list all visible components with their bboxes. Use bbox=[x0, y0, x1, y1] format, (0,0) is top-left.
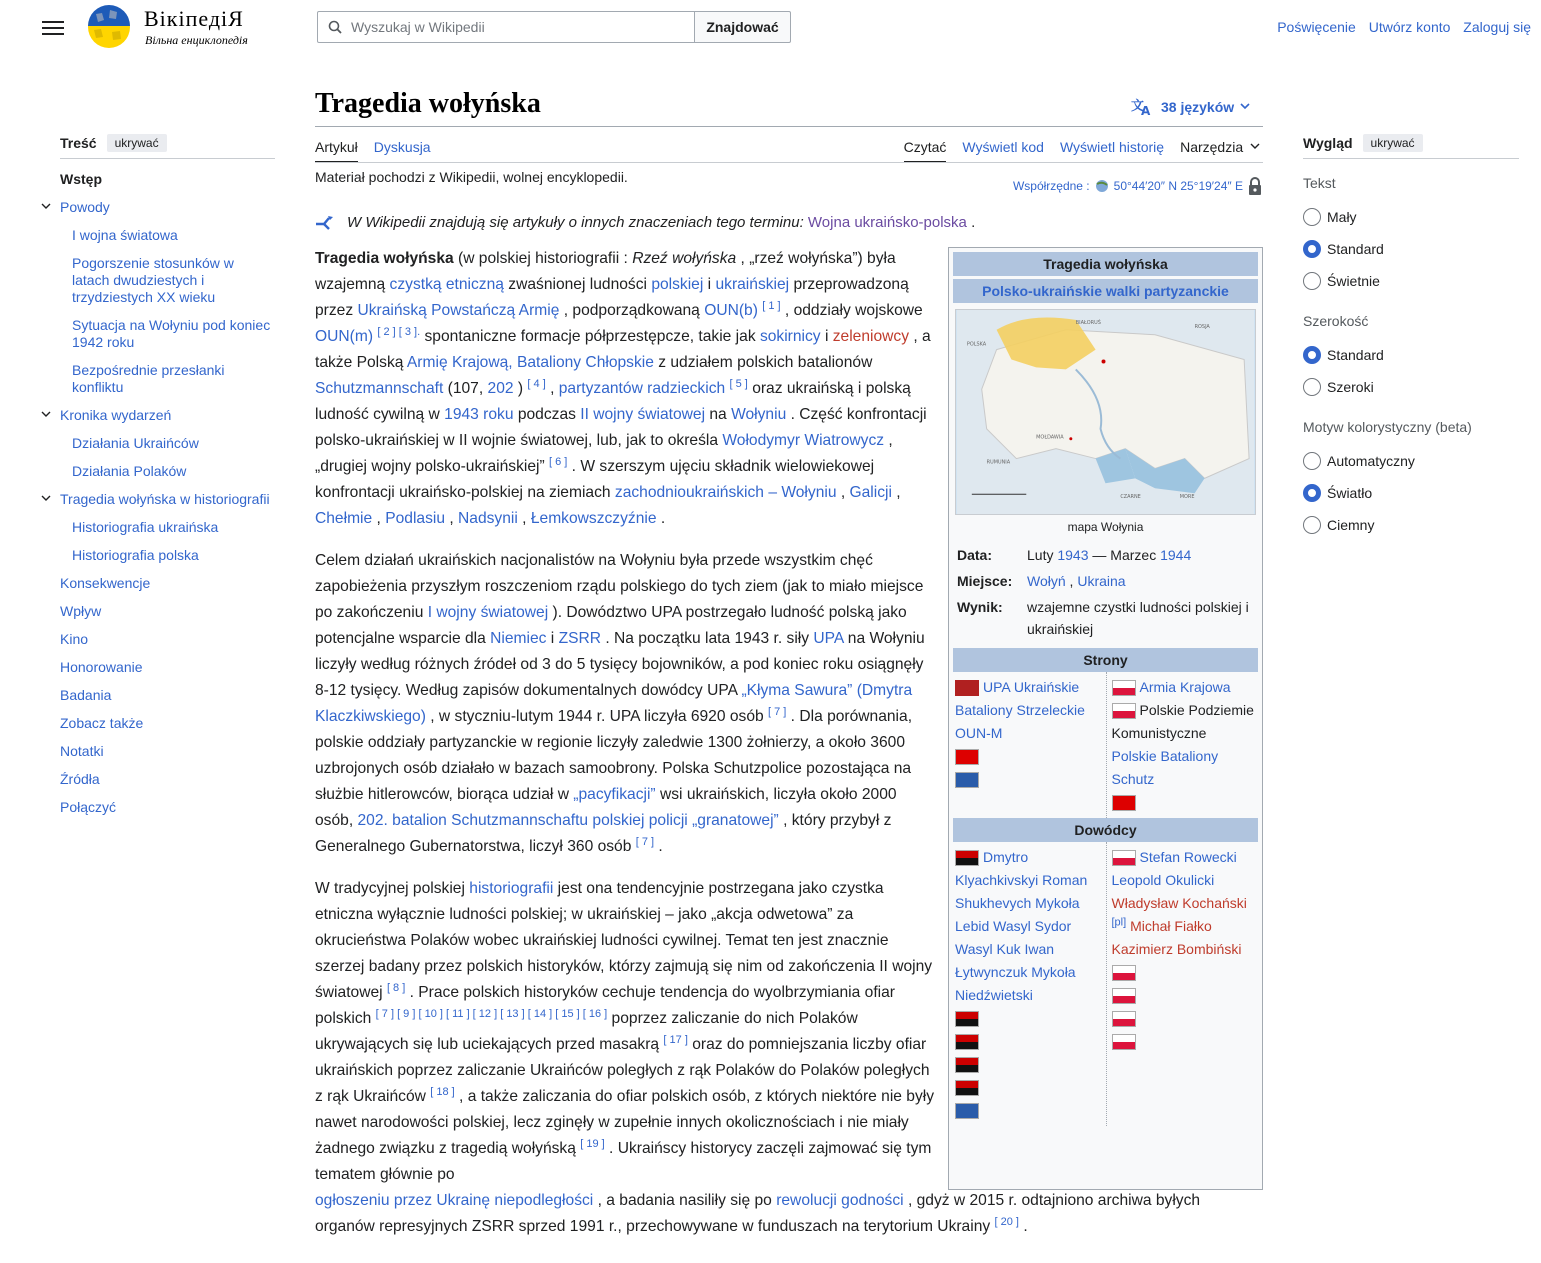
menu-bar bbox=[42, 27, 64, 29]
sides-header: Strony bbox=[953, 648, 1258, 672]
radio-button-icon[interactable] bbox=[1303, 208, 1321, 226]
radio-button-icon[interactable] bbox=[1303, 346, 1321, 364]
text: , bbox=[445, 510, 459, 527]
link[interactable]: Niemiec bbox=[490, 630, 547, 647]
appearance-option[interactable] bbox=[1303, 339, 1519, 371]
disambiguation-icon bbox=[315, 215, 337, 231]
appearance-option[interactable] bbox=[1303, 233, 1519, 265]
map-label: BIAŁORUŚ bbox=[1075, 319, 1101, 326]
language-count: 38 języków bbox=[1161, 99, 1235, 115]
citation[interactable]: [ 6 ] bbox=[549, 455, 568, 468]
place-value: Wołyń , Ukraina bbox=[1027, 573, 1126, 589]
toc-item-label: Konsekwencje bbox=[60, 575, 151, 591]
toc-item[interactable] bbox=[60, 687, 275, 704]
text: . Na początku lata 1943 r. siły bbox=[601, 630, 814, 647]
upa-flag-icon bbox=[955, 850, 979, 866]
link[interactable]: ukraińskiej bbox=[715, 276, 790, 293]
text: Luty bbox=[1027, 547, 1054, 563]
toc-item[interactable] bbox=[60, 317, 275, 351]
commanders-section bbox=[953, 842, 1258, 1126]
polish-underground-flag-icon bbox=[1112, 965, 1136, 981]
text: , bbox=[545, 380, 559, 397]
toc-item-label: Historiografia polska bbox=[72, 547, 199, 563]
appearance-option[interactable] bbox=[1303, 445, 1519, 477]
text: , bbox=[891, 484, 901, 501]
toc-item[interactable] bbox=[60, 199, 275, 216]
text: . Dla porównania, polskie oddziały partyzanckie w regionie liczyły zaledwie 1300 żołnierzy, a około 3600 uzbrojonych osób działało w bazach samoobrony. Polska Schutzpolice pozostająca na służbie hitlerowców, biorąca udział w bbox=[315, 708, 913, 803]
toc-item[interactable] bbox=[60, 463, 275, 480]
text: Celem działań ukraińskich nacjonalistów na Wołyniu była przede wszystkim chęć zapobieżenia przyszłym roszczeniom rządu polskiego do tych ziem (jak to miało miejsce po zakończeniu bbox=[315, 552, 924, 621]
infobox bbox=[948, 247, 1263, 1190]
place-row bbox=[953, 570, 1258, 592]
menu-bar bbox=[42, 33, 64, 35]
ukraine-flag-icon bbox=[955, 1103, 979, 1119]
poland-flag-icon bbox=[1112, 680, 1136, 696]
link[interactable]: Schutzmannschaft bbox=[315, 380, 444, 397]
citation[interactable]: [ 1 ] bbox=[762, 299, 781, 312]
side-right bbox=[1106, 672, 1259, 818]
polish-underground-flag-icon bbox=[1112, 1034, 1136, 1050]
toc-item[interactable] bbox=[60, 362, 275, 396]
upa-flag-icon bbox=[955, 1034, 979, 1050]
toc-hide-button[interactable]: ukrywać bbox=[107, 134, 167, 152]
ukraine-flag-icon bbox=[955, 772, 979, 788]
column-divider bbox=[1106, 842, 1107, 1126]
coordinates-label[interactable]: Współrzędne : bbox=[1012, 179, 1090, 193]
commanders-right bbox=[1106, 842, 1259, 1126]
toc-item-label: Wstęp bbox=[60, 171, 102, 187]
link[interactable]: Łemkowszczyźnie bbox=[530, 510, 657, 527]
link[interactable]: czystką etniczną bbox=[389, 276, 504, 293]
main-menu-button[interactable] bbox=[42, 18, 64, 36]
logo-tagline: Вільна енциклопедія bbox=[145, 33, 248, 47]
link[interactable]: Wołyniu bbox=[731, 406, 787, 423]
link[interactable]: polskiej bbox=[651, 276, 704, 293]
commanders-header: Dowódcy bbox=[953, 818, 1258, 842]
toc-item-label: Źródła bbox=[60, 771, 100, 787]
link[interactable]: 1943 roku bbox=[444, 406, 514, 423]
link[interactable]: historiografii bbox=[469, 880, 554, 897]
link[interactable]: ogłoszeniu przez Ukrainę niepodległości bbox=[315, 1192, 594, 1209]
toc-item-label: Działania Ukraińców bbox=[72, 435, 199, 451]
donate-link[interactable]: Poświęcenie bbox=[1277, 19, 1356, 35]
commander-redlink[interactable]: Władysław Kochański bbox=[1111, 895, 1247, 911]
infobox-map[interactable] bbox=[955, 309, 1256, 515]
toc-item-label: I wojna światowa bbox=[72, 227, 178, 243]
appearance-groups bbox=[1303, 175, 1519, 541]
poland-flag-icon bbox=[1112, 703, 1136, 719]
wikipedia-globe-logo[interactable] bbox=[84, 4, 134, 50]
text: przeprowadzoną przez bbox=[315, 276, 909, 319]
toc-item-label: Powody bbox=[60, 199, 110, 215]
infobox-subtitle[interactable]: Polsko-ukraińskie walki partyzanckie bbox=[953, 279, 1258, 303]
appearance-option-label: Standard bbox=[1327, 347, 1384, 363]
interwiki-link[interactable]: [pl] bbox=[1111, 916, 1127, 929]
text: . bbox=[656, 510, 666, 527]
toc-item[interactable] bbox=[60, 575, 275, 592]
hatnote: W Wikipedii znajdują się artykuły o innych znaczeniach tego terminu: Wojna ukraińsko-polska . bbox=[315, 214, 975, 231]
link[interactable]: 202. batalion Schutzmannschaftu polskiej policji „granatowej” bbox=[357, 812, 779, 829]
link[interactable]: „pacyfikacji” bbox=[573, 786, 656, 803]
radio-button-icon[interactable] bbox=[1303, 516, 1321, 534]
search-icon bbox=[328, 20, 342, 34]
tab-tools[interactable] bbox=[1180, 139, 1263, 163]
text: . bbox=[654, 838, 663, 855]
appearance-group-label: Tekst bbox=[1303, 175, 1336, 191]
text: , podporządkowaną bbox=[559, 302, 705, 319]
bold-term: Tragedia wołyńska bbox=[315, 250, 454, 267]
side-link[interactable]: Armia Krajowa bbox=[1139, 679, 1231, 695]
text: i bbox=[546, 630, 559, 647]
user-links bbox=[1268, 19, 1531, 35]
text: . bbox=[1018, 1218, 1028, 1235]
text: wsi ukraińskich, liczyła około 2000 osób, bbox=[315, 786, 897, 829]
chevron-down-icon bbox=[1247, 142, 1263, 152]
toc-item-label: Kino bbox=[60, 631, 89, 647]
toc-item-label: Tragedia wołyńska w historiografii bbox=[60, 491, 270, 507]
toc-item[interactable] bbox=[60, 771, 275, 788]
appearance-option[interactable] bbox=[1303, 477, 1519, 509]
paragraph-3 bbox=[315, 876, 935, 1188]
side-link[interactable]: OUN-M bbox=[955, 725, 1003, 741]
italic-term: Rzeź wołyńska bbox=[632, 250, 737, 267]
map-label: MORE bbox=[1179, 494, 1195, 501]
text: , bbox=[372, 510, 386, 527]
svg-text:A: A bbox=[1141, 104, 1151, 116]
citation[interactable]: [ 4 ] bbox=[527, 377, 546, 390]
toc-item-label: Połączyć bbox=[60, 799, 117, 815]
toc-item[interactable] bbox=[60, 715, 275, 732]
polish-underground-flag-icon bbox=[1112, 850, 1136, 866]
appearance-header bbox=[1303, 134, 1519, 159]
text: poprzez zaliczanie do nich Polaków ukrywających się lub uciekających przed masakrą bbox=[315, 1010, 858, 1053]
sides-section bbox=[953, 672, 1258, 818]
map-label: CZARNE bbox=[1120, 494, 1141, 501]
link[interactable]: sokirnicy bbox=[759, 328, 821, 345]
commander-redlink[interactable]: Michał Fiałko bbox=[1130, 918, 1212, 934]
text: zwaśnionej ludności bbox=[503, 276, 652, 293]
svg-text:文: 文 bbox=[1131, 99, 1145, 114]
link[interactable]: zachodnioukraińskich – Wołyniu bbox=[614, 484, 837, 501]
chevron-down-icon[interactable] bbox=[40, 408, 52, 420]
toc-item-label: Wpływ bbox=[60, 603, 102, 619]
upa-flag-icon bbox=[955, 1080, 979, 1096]
citation[interactable]: [ 18 ] bbox=[430, 1085, 455, 1098]
commander-redlink[interactable]: Kazimierz Bombiński bbox=[1111, 941, 1242, 957]
page-title: Tragedia wołyńska bbox=[315, 88, 541, 119]
text: , który przybył z Generalnego Gubernatorstwa, liczył 360 osób bbox=[315, 812, 892, 855]
toc-header bbox=[60, 134, 275, 159]
link[interactable]: Armię Krajową, Bataliony Chłopskie bbox=[406, 354, 654, 371]
toc-item[interactable] bbox=[60, 491, 275, 508]
upa-flag-icon bbox=[955, 1057, 979, 1073]
link[interactable]: rewolucji godności bbox=[776, 1192, 904, 1209]
link[interactable]: Wołodymyr Wiatrowycz bbox=[722, 432, 885, 449]
link[interactable]: „Kłyma Sawura” (Dmytra Klaczkiwskiego) bbox=[315, 682, 913, 725]
link[interactable]: Podlasiu bbox=[385, 510, 446, 527]
citation[interactable]: [ 19 ] bbox=[580, 1137, 605, 1150]
tools-label: Narzędzia bbox=[1180, 139, 1244, 155]
commander-link[interactable]: Leopold Okulicki bbox=[1111, 872, 1215, 888]
link[interactable]: partyzantów radzieckich bbox=[558, 380, 726, 397]
paragraph-3-continued bbox=[315, 1188, 1263, 1240]
toc-item[interactable] bbox=[60, 519, 275, 536]
appearance-option[interactable] bbox=[1303, 265, 1519, 297]
text: — Marzec bbox=[1092, 547, 1157, 563]
polish-underground-flag-icon bbox=[1112, 1011, 1136, 1027]
appearance-option-label: Ciemny bbox=[1327, 517, 1375, 533]
toc-item-label: Działania Polaków bbox=[72, 463, 187, 479]
date-label: Data: bbox=[957, 547, 993, 563]
toc-item[interactable] bbox=[60, 659, 275, 676]
year-link[interactable]: 1943 bbox=[1057, 547, 1089, 563]
side-link[interactable]: Polskie Bataliony Schutz bbox=[1111, 748, 1219, 787]
link[interactable]: OUN(b) bbox=[704, 302, 758, 319]
side-left bbox=[953, 672, 1106, 818]
date-row bbox=[953, 544, 1258, 566]
link[interactable]: 202 bbox=[487, 380, 514, 397]
menu-bar bbox=[42, 21, 64, 23]
column-divider bbox=[1106, 672, 1107, 818]
toc-item[interactable] bbox=[60, 227, 275, 244]
toc-item-label: Notatki bbox=[60, 743, 104, 759]
coordinates-value[interactable]: 50°44′20″ N 25°19′24″ E bbox=[1113, 179, 1243, 193]
toc-item-label: Kronika wydarzeń bbox=[60, 407, 172, 423]
citation[interactable]: [ 5 ] bbox=[729, 377, 748, 390]
text: . W szerszym ujęciu składnik wielowiekowej konfrontacji ukraińsko-polskiej na ziemiach bbox=[315, 458, 875, 501]
map-label: POLSKA bbox=[966, 341, 987, 348]
appearance-title: Wygląd bbox=[1303, 135, 1353, 151]
result-value: wzajemne czystki ludności polskiej i ukraińskiej bbox=[1027, 599, 1249, 637]
toc-item-label: Zobacz także bbox=[60, 715, 144, 731]
result-row bbox=[953, 596, 1258, 640]
text: , w styczniu-lutym 1944 r. UPA liczyła 6920 osób bbox=[425, 708, 768, 725]
toc-item[interactable] bbox=[60, 435, 275, 452]
commander-link[interactable]: Łytwynczuk Mykoła bbox=[955, 964, 1076, 980]
toc-item[interactable] bbox=[60, 171, 275, 188]
date-value bbox=[1027, 544, 1258, 566]
text: podczas bbox=[513, 406, 581, 423]
article-body bbox=[315, 246, 935, 1204]
radio-button-icon[interactable] bbox=[1303, 484, 1321, 502]
coordinates bbox=[1013, 176, 1263, 196]
map-label: ROSJA bbox=[1194, 323, 1210, 330]
toc-item-label: Pogorszenie stosunków w latach dwudziestych i trzydziestych XX wieku bbox=[72, 255, 234, 305]
create-account-link[interactable]: Utwórz konto bbox=[1368, 19, 1451, 35]
lock-icon bbox=[1247, 176, 1263, 196]
place-link[interactable]: Ukraina bbox=[1077, 573, 1126, 589]
text: na bbox=[705, 406, 732, 423]
commander-link[interactable]: Wasyl Kuk Iwan bbox=[955, 941, 1055, 957]
commander-link[interactable]: Niedźwietski bbox=[955, 987, 1033, 1003]
logo-wordmark[interactable]: ВікіпедіЯ bbox=[144, 6, 244, 31]
commanders-left bbox=[953, 842, 1106, 1126]
text: W tradycyjnej polskiej bbox=[315, 880, 470, 897]
appearance-option[interactable] bbox=[1303, 371, 1519, 403]
toc-item-label: Sytuacja na Wołyniu pod koniec 1942 roku bbox=[72, 317, 271, 350]
map-label: MOŁDAWIA bbox=[1036, 434, 1064, 441]
radio-button-icon[interactable] bbox=[1303, 452, 1321, 470]
hatnote-text: W Wikipedii znajdują się artykuły o innych znaczeniach tego terminu: bbox=[347, 214, 804, 231]
appearance-option-label: Szeroki bbox=[1327, 379, 1374, 395]
link[interactable]: II wojny światowej bbox=[580, 406, 706, 423]
toc-item[interactable] bbox=[60, 743, 275, 760]
link[interactable]: Chełmie bbox=[315, 510, 373, 527]
radio-button-icon[interactable] bbox=[1303, 240, 1321, 258]
appearance-option-label: Standard bbox=[1327, 241, 1384, 257]
text: . Ukraińscy historycy zaczęli zajmować się tym tematem głównie po bbox=[315, 1140, 932, 1183]
toc-item[interactable] bbox=[60, 799, 275, 816]
citation[interactable]: [ 2 ] [ 3 ]. bbox=[377, 325, 421, 338]
chevron-down-icon[interactable] bbox=[40, 200, 52, 212]
tab-read[interactable]: Czytać bbox=[904, 139, 947, 163]
side-link[interactable]: UPA Ukraińskie bbox=[983, 679, 1080, 695]
tab-talk[interactable]: Dyskusja bbox=[373, 139, 431, 155]
toc-item-label: Badania bbox=[60, 687, 112, 703]
commander-link[interactable]: Shukhevych Mykoła bbox=[955, 895, 1080, 911]
infobox-title: Tragedia wołyńska bbox=[953, 252, 1258, 276]
text: , a badania nasiliły się po bbox=[593, 1192, 777, 1209]
appearance-option-label: Automatyczny bbox=[1327, 453, 1415, 469]
map-label: RUMUNIA bbox=[986, 459, 1011, 466]
citation[interactable]: [ 20 ] bbox=[994, 1215, 1019, 1228]
text: , gdyż w 2015 r. odtajniono archiwa byłych organów represyjnych ZSRR sprzed 1991 r., przechowywane w funduszach na terytorium Ukrainy bbox=[315, 1192, 1201, 1235]
search-button[interactable]: Znajdować bbox=[694, 11, 791, 43]
toc-item-label: Historiografia ukraińska bbox=[72, 519, 219, 535]
upa-flag-icon bbox=[955, 1011, 979, 1027]
place-label: Miejsce: bbox=[957, 573, 1013, 589]
text: , bbox=[517, 510, 531, 527]
appearance-option[interactable] bbox=[1303, 509, 1519, 541]
polish-underground-flag-icon bbox=[1112, 988, 1136, 1004]
text: (w polskiej historiografii : bbox=[453, 250, 633, 267]
swastika-flag-icon bbox=[955, 749, 979, 765]
text: (107, bbox=[443, 380, 488, 397]
link[interactable]: Ukraińską Powstańczą Armię bbox=[357, 302, 560, 319]
text: , a także zaliczania do ofiar polskich osób, z których niektóre nie były nawet narodowości polskiej, lecz zginęły w zupełnie innych okolicznościach i nie miały żadnego związku z tragedią wołyńską bbox=[315, 1088, 935, 1157]
paragraph-1 bbox=[315, 246, 935, 532]
commander-link[interactable]: Stefan Rowecki bbox=[1139, 849, 1237, 865]
text: ). Dowództwo UPA postrzegało ludność polską jako potencjalne wsparcie dla bbox=[315, 604, 907, 647]
appearance-option-label: Mały bbox=[1327, 209, 1357, 225]
appearance-panel bbox=[1303, 134, 1519, 541]
tabs-divider bbox=[315, 162, 1263, 163]
globe-icon[interactable] bbox=[1093, 178, 1111, 194]
chevron-down-icon bbox=[1234, 101, 1252, 113]
text: na Wołyniu liczyły według różnych źródeł od 3 do 5 tysięcy bojowników, a pod koniec roku osiągnęły 8-12 tysięcy. Według zapisów dokumentalnych dowódcy UPA bbox=[315, 630, 925, 699]
appearance-group-label: Motyw kolorystyczny (beta) bbox=[1303, 419, 1472, 435]
hatnote-link[interactable]: Wojna ukraińsko-polska bbox=[807, 214, 967, 231]
login-link[interactable]: Zaloguj się bbox=[1463, 19, 1531, 35]
commander-link[interactable]: Lebid Wasyl Sydor bbox=[955, 918, 1072, 934]
link[interactable]: ZSRR bbox=[558, 630, 602, 647]
link[interactable]: Nadsynii bbox=[458, 510, 518, 527]
namespace-tabs bbox=[315, 139, 447, 163]
year-link[interactable]: 1944 bbox=[1160, 547, 1192, 563]
tab-view-source[interactable]: Wyświetl kod bbox=[962, 139, 1044, 155]
text: . Część konfrontacji polsko-ukraińskiej w II wojnie światowej, lub, jak to określa bbox=[315, 406, 927, 449]
text: ) bbox=[513, 380, 528, 397]
appearance-hide-button[interactable]: ukrywać bbox=[1363, 134, 1423, 152]
redlink[interactable]: zeleniowcy bbox=[832, 328, 910, 345]
citation[interactable]: [ 7 ] bbox=[635, 835, 655, 848]
text: , oddziały wojskowe bbox=[780, 302, 923, 319]
text: i bbox=[703, 276, 716, 293]
text: z udziałem polskich batalionów bbox=[653, 354, 873, 371]
text: . Prace polskich historyków cechuje tendencja do wyolbrzymiania ofiar polskich bbox=[315, 984, 895, 1027]
text: , „drugiej wojny polsko-ukraińskiej” bbox=[315, 432, 893, 475]
citation[interactable]: [ 17 ] bbox=[663, 1033, 688, 1046]
radio-button-icon[interactable] bbox=[1303, 378, 1321, 396]
text: jest ona tendencyjnie postrzegana jako czystka etniczna wyłącznie ludności polskiej; w ukraińskiej – jako „akcja odwetowa” za okrucieństwa Polaków wobec ukraińskiej ludności cywilnej. Temat ten jest znacznie szerzej badany przez polskich historyków, którzy zajmują się nim od zakończenia II wojny światowej bbox=[315, 880, 933, 1001]
link[interactable]: UPA bbox=[813, 630, 844, 647]
text: i bbox=[820, 328, 833, 345]
link[interactable]: I wojny światowej bbox=[427, 604, 549, 621]
result-label: Wynik: bbox=[957, 599, 1003, 615]
toc-item[interactable] bbox=[60, 603, 275, 620]
text: , „rzeź wołyńska”) była wzajemną bbox=[315, 250, 896, 293]
site-sub: Materiał pochodzi z Wikipedii, wolnej encyklopedii. bbox=[315, 169, 628, 185]
side-text: Polskie Podziemie Komunistyczne bbox=[1111, 702, 1254, 741]
toc-item[interactable] bbox=[60, 255, 275, 306]
radio-button-icon[interactable] bbox=[1303, 272, 1321, 290]
tab-view-history[interactable]: Wyświetl historię bbox=[1059, 139, 1165, 155]
citation[interactable]: [ 8 ] bbox=[386, 981, 406, 994]
commander-link[interactable]: Dmytro Klyachkivskyi Roman bbox=[955, 849, 1088, 888]
title-divider bbox=[315, 126, 1263, 127]
toc-item-label: Honorowanie bbox=[60, 659, 143, 675]
toc-item[interactable] bbox=[60, 407, 275, 424]
translate-icon bbox=[1131, 98, 1153, 116]
search-box[interactable] bbox=[317, 11, 695, 43]
citation-group[interactable]: [ 7 ] [ 9 ] [ 10 ] [ 11 ] [ 12 ] [ 13 ] [ 14 ] [ 15 ] [ 16 ] bbox=[375, 1007, 608, 1020]
place-link[interactable]: Wołyń bbox=[1027, 573, 1066, 589]
appearance-group-label: Szerokość bbox=[1303, 313, 1369, 329]
paragraph-2 bbox=[315, 548, 935, 860]
text: spontaniczne formacje półprzestępcze, takie jak bbox=[420, 328, 760, 345]
map-caption: mapa Wołynia bbox=[1067, 520, 1144, 534]
toc-item-label: Bezpośrednie przesłanki konfliktu bbox=[72, 362, 225, 395]
citation[interactable]: [ 7 ] bbox=[768, 705, 787, 718]
text: oraz ukraińską i polską ludność cywilną w bbox=[315, 380, 911, 423]
view-tabs bbox=[888, 139, 1263, 163]
appearance-option-label: Światło bbox=[1327, 485, 1373, 501]
appearance-option-label: Świetnie bbox=[1327, 273, 1380, 289]
search-input[interactable] bbox=[351, 19, 671, 35]
side-link[interactable]: Bataliony Strzeleckie bbox=[955, 702, 1085, 718]
toc-list bbox=[60, 171, 275, 816]
appearance-option[interactable] bbox=[1303, 201, 1519, 233]
link[interactable]: Galicji bbox=[849, 484, 892, 501]
swastika-flag-icon bbox=[1112, 795, 1136, 811]
toc-item[interactable] bbox=[60, 631, 275, 648]
upa-emblem-icon bbox=[955, 680, 979, 696]
toc-title: Treść bbox=[60, 135, 97, 151]
toc-item[interactable] bbox=[60, 547, 275, 564]
chevron-down-icon[interactable] bbox=[40, 492, 52, 504]
language-selector[interactable] bbox=[1131, 98, 1260, 116]
text: oraz do pomniejszania liczby ofiar ukraińskich poprzez zaliczanie Ukraińców poległych z rąk Polaków do Polaków poległych z rąk Ukraińców bbox=[315, 1036, 930, 1105]
text: , bbox=[836, 484, 850, 501]
tab-article[interactable]: Artykuł bbox=[315, 139, 358, 163]
text: , a także Polską bbox=[315, 328, 931, 371]
map-image bbox=[956, 310, 1255, 514]
table-of-contents bbox=[60, 134, 275, 827]
link[interactable]: OUN(m) bbox=[315, 328, 374, 345]
